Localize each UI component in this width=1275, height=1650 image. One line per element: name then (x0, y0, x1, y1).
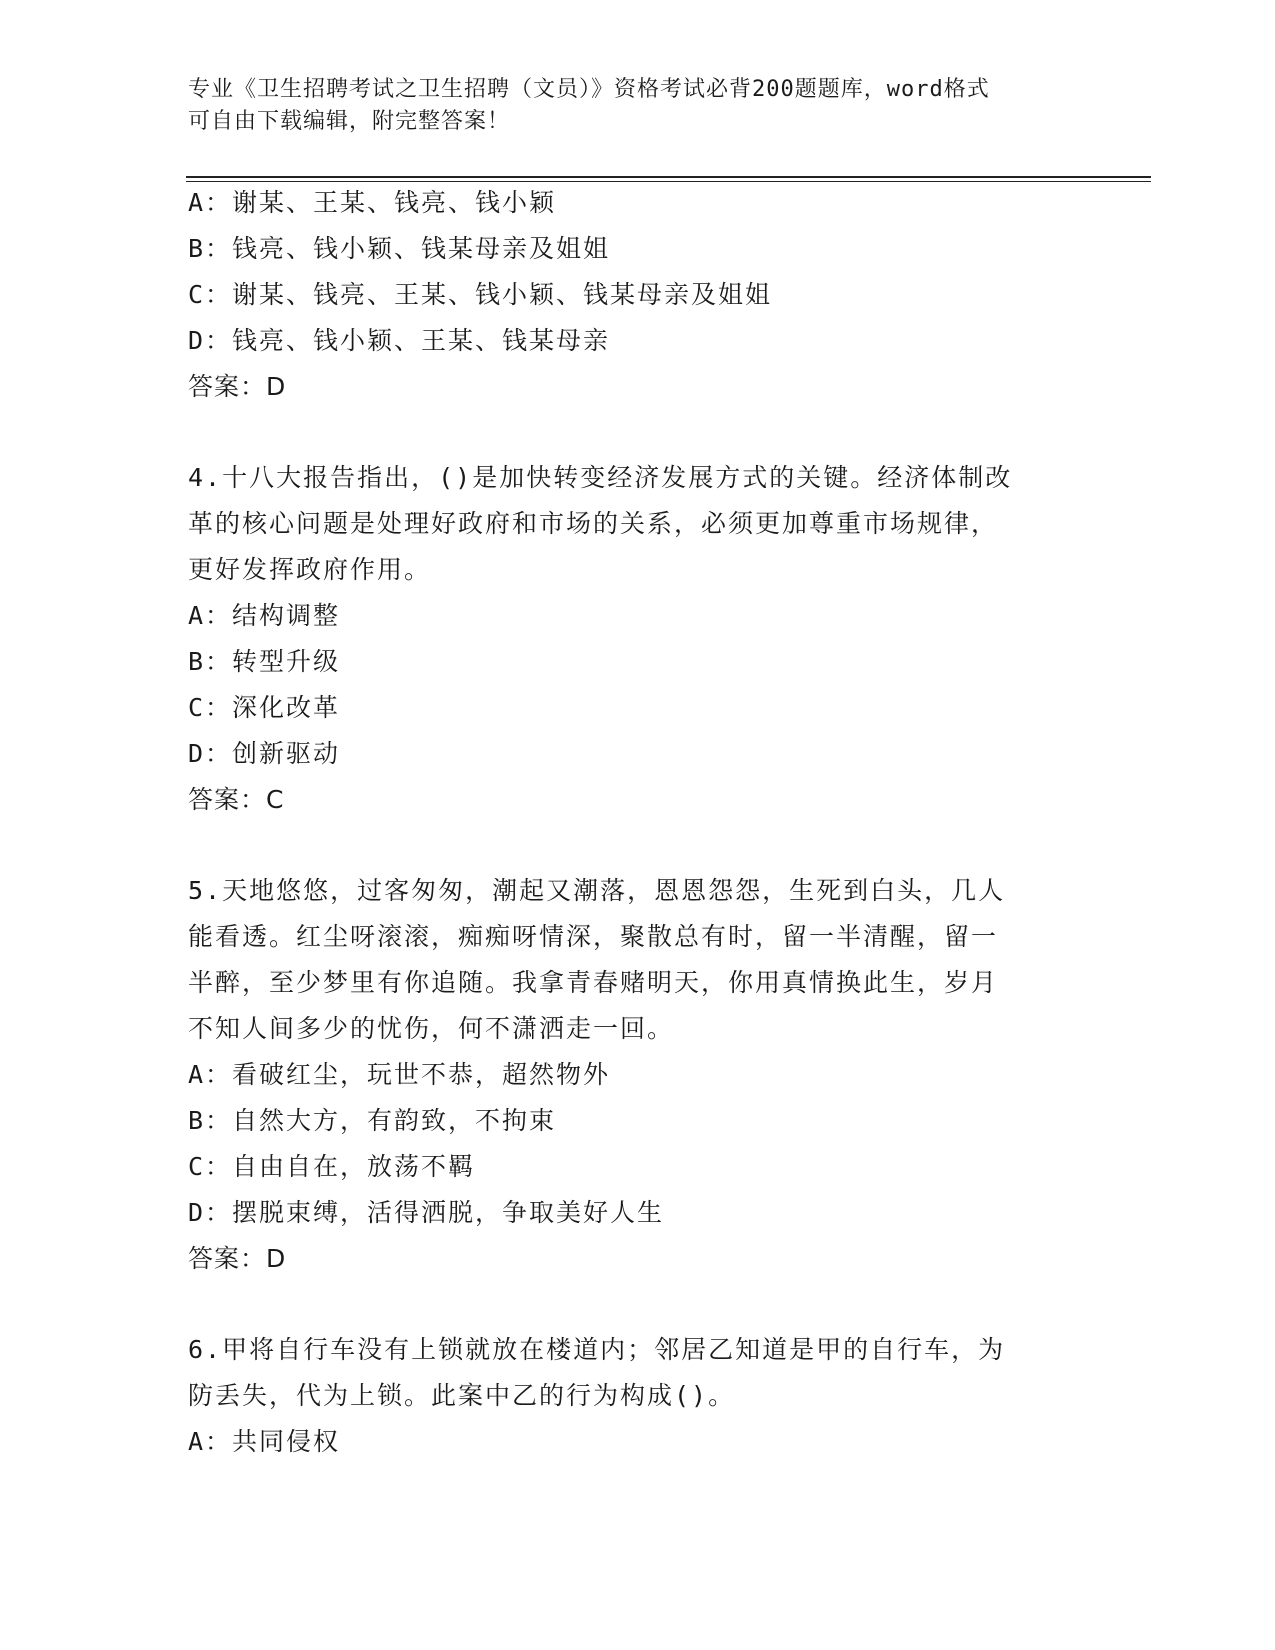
q4-answer: 答案：C (188, 785, 285, 814)
q3-option-a: A：谢某、王某、钱亮、钱小颖 (188, 188, 557, 217)
q4-option-b: B：转型升级 (188, 647, 341, 676)
q3-option-c: C：谢某、钱亮、王某、钱小颖、钱某母亲及姐姐 (188, 280, 773, 309)
spacer (188, 1282, 1068, 1327)
q5-stem-line-4: 不知人间多少的忧伤，何不潇洒走一回。 (188, 1014, 675, 1043)
q4-stem-line-3: 更好发挥政府作用。 (188, 555, 432, 584)
q3-option-d: D：钱亮、钱小颖、王某、钱某母亲 (188, 326, 611, 355)
header-line-1: 专业《卫生招聘考试之卫生招聘（文员）》资格考试必背200题题库，word格式 (188, 77, 990, 102)
spacer (188, 823, 1068, 868)
question-list (188, 180, 1068, 1465)
q6-stem-line-2: 防丢失，代为上锁。此案中乙的行为构成()。 (188, 1381, 736, 1410)
question-5 (188, 868, 1068, 1282)
q5-answer: 答案：D (188, 1244, 287, 1273)
q5-stem-line-3: 半醉，至少梦里有你追随。我拿青春赌明天，你用真情换此生，岁月 (188, 968, 999, 997)
spacer (188, 410, 1068, 455)
question-3 (188, 180, 1068, 410)
q4-option-a: A：结构调整 (188, 601, 341, 630)
q6-stem-line-1: 6.甲将自行车没有上锁就放在楼道内；邻居乙知道是甲的自行车，为 (188, 1335, 1006, 1364)
q3-option-b: B：钱亮、钱小颖、钱某母亲及姐姐 (188, 234, 611, 263)
q5-option-c: C：自由自在，放荡不羁 (188, 1152, 476, 1181)
q5-option-d: D：摆脱束缚，活得洒脱，争取美好人生 (188, 1198, 665, 1227)
q5-option-b: B：自然大方，有韵致，不拘束 (188, 1106, 557, 1135)
question-6 (188, 1327, 1068, 1465)
q6-option-a: A：共同侵权 (188, 1427, 341, 1456)
header-line-2: 可自由下载编辑，附完整答案！ (188, 109, 511, 134)
question-4 (188, 455, 1068, 823)
header-rule-thick (186, 176, 1151, 178)
q3-answer: 答案：D (188, 372, 287, 401)
q4-stem-line-2: 革的核心问题是处理好政府和市场的关系，必须更加尊重市场规律， (188, 509, 999, 538)
q5-stem-line-2: 能看透。红尘呀滚滚，痴痴呀情深，聚散总有时，留一半清醒，留一 (188, 922, 999, 951)
document-header (188, 74, 1068, 138)
q4-stem-line-1: 4.十八大报告指出，()是加快转变经济发展方式的关键。经济体制改 (188, 463, 1013, 492)
q5-stem-line-1: 5.天地悠悠，过客匆匆，潮起又潮落，恩恩怨怨，生死到白头，几人 (188, 876, 1006, 905)
q4-option-c: C：深化改革 (188, 693, 341, 722)
q4-option-d: D：创新驱动 (188, 739, 341, 768)
q5-option-a: A：看破红尘，玩世不恭，超然物外 (188, 1060, 611, 1089)
